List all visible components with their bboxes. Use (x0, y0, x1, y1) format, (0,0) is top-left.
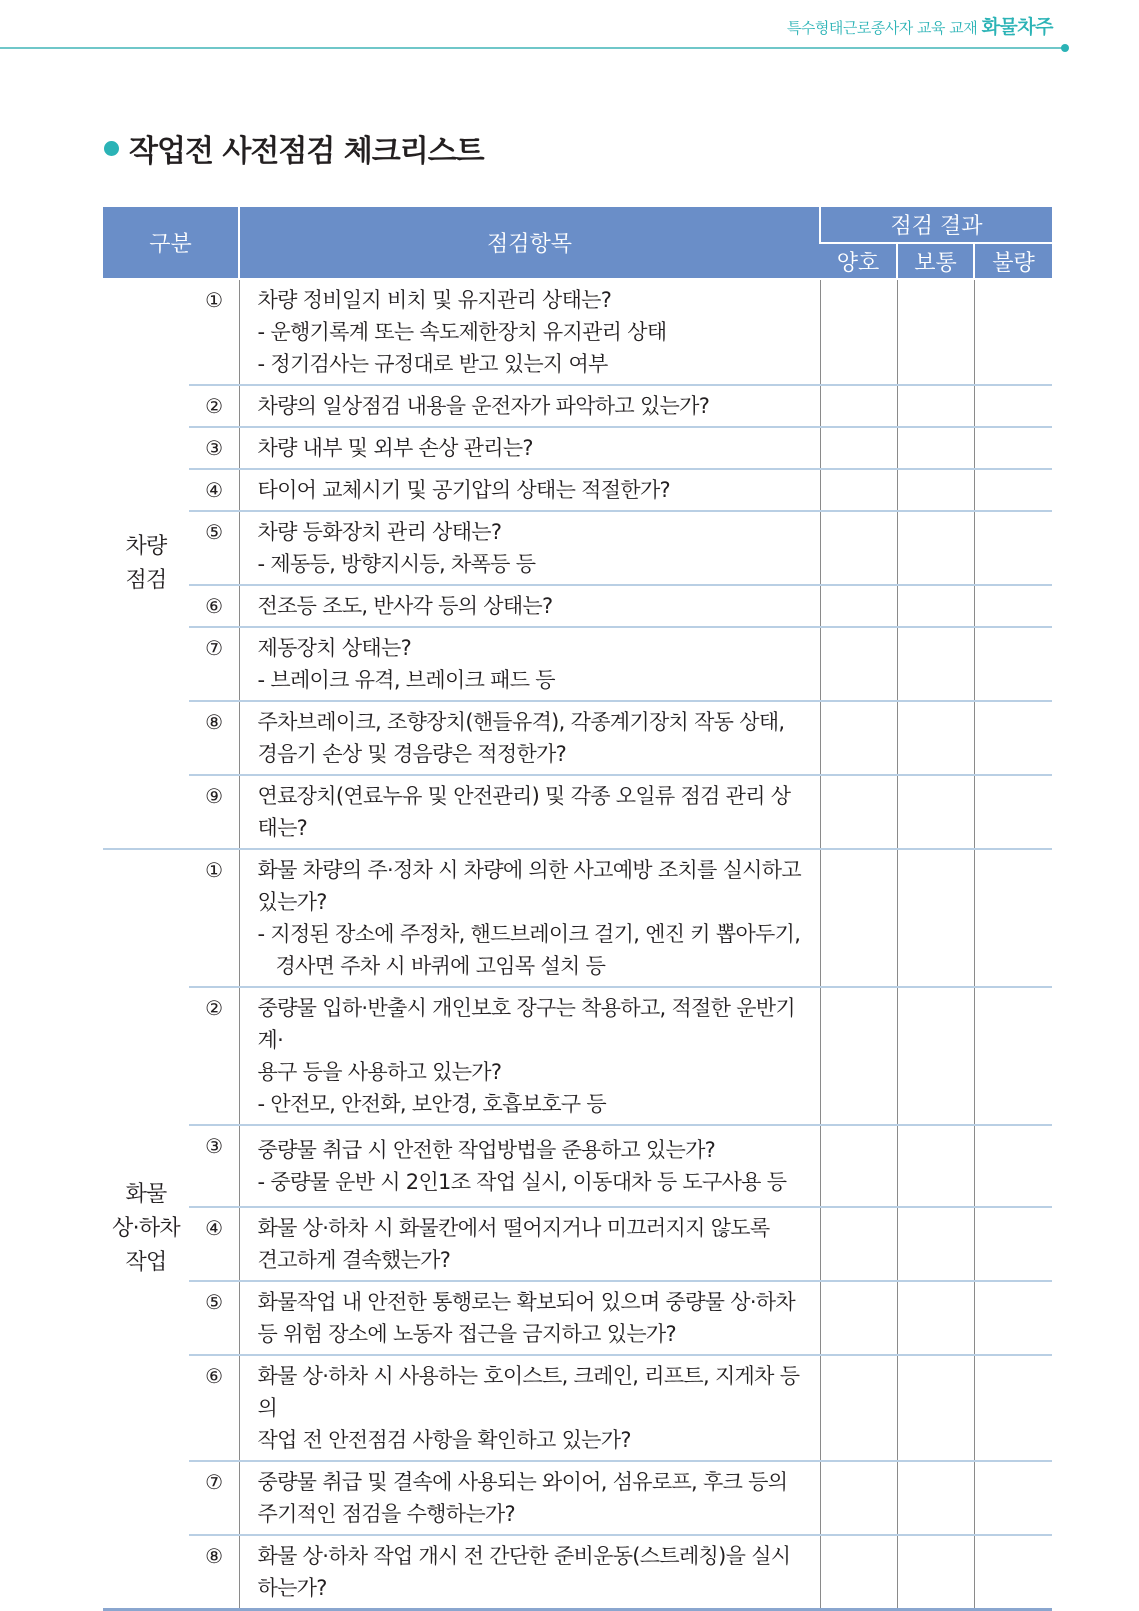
item-text (239, 1461, 820, 1535)
result-normal-cell[interactable] (897, 1355, 974, 1461)
item-text-line: - 운행기록계 또는 속도제한장치 유지관리 상태 (257, 320, 667, 344)
result-normal-cell[interactable] (897, 585, 974, 627)
category-label: 차량 (125, 534, 167, 559)
item-text (239, 849, 820, 987)
table-row (103, 1207, 1052, 1281)
result-good-cell[interactable] (820, 585, 897, 627)
result-bad-cell[interactable] (974, 1207, 1052, 1281)
item-number: ⑥ (189, 1355, 239, 1461)
item-text-line: 화물 차량의 주·정차 시 차량에 의한 사고예방 조치를 실시하고 (257, 858, 801, 882)
item-text-line: 화물작업 내 안전한 통행로는 확보되어 있으며 중량물 상·하차 (257, 1290, 795, 1314)
table-row (103, 385, 1052, 427)
item-text-line: 경음기 손상 및 경음량은 적정한가? (257, 742, 567, 766)
result-good-cell[interactable] (820, 627, 897, 701)
item-text-line: 화물 상·하차 시 사용하는 호이스트, 크레인, 리프트, 지게차 등의 (257, 1364, 800, 1420)
result-bad-cell[interactable] (974, 987, 1052, 1125)
header-item: 점검항목 (239, 207, 820, 279)
result-good-cell[interactable] (820, 987, 897, 1125)
table-row (103, 1535, 1052, 1610)
table-row (103, 627, 1052, 701)
item-text (239, 1281, 820, 1355)
result-good-cell[interactable] (820, 1355, 897, 1461)
item-number: ⑦ (189, 1461, 239, 1535)
header-result-good: 양호 (820, 243, 897, 279)
item-number: ⑦ (189, 627, 239, 701)
item-text (239, 1355, 820, 1461)
item-number: ⑧ (189, 1535, 239, 1610)
item-text (239, 701, 820, 775)
result-normal-cell[interactable] (897, 1207, 974, 1281)
result-bad-cell[interactable] (974, 469, 1052, 511)
result-normal-cell[interactable] (897, 987, 974, 1125)
running-header (787, 12, 1053, 39)
result-normal-cell[interactable] (897, 1125, 974, 1207)
result-good-cell[interactable] (820, 1535, 897, 1610)
item-text-line: 차량의 일상점검 내용을 운전자가 파악하고 있는가? (257, 394, 710, 418)
result-bad-cell[interactable] (974, 701, 1052, 775)
item-text-line: 작업 전 안전점검 사항을 확인하고 있는가? (257, 1428, 631, 1452)
table-row (103, 775, 1052, 849)
item-text (239, 1125, 820, 1207)
result-good-cell[interactable] (820, 1461, 897, 1535)
item-text-line: 용구 등을 사용하고 있는가? (257, 1060, 502, 1084)
result-normal-cell[interactable] (897, 627, 974, 701)
category-label: 상·하차 (112, 1216, 180, 1241)
header-rule-dot (1061, 44, 1069, 52)
item-text-line: 하는가? (257, 1576, 327, 1600)
item-text-line: 견고하게 결속했는가? (257, 1248, 451, 1272)
table-row (103, 1281, 1052, 1355)
result-good-cell[interactable] (820, 469, 897, 511)
table-row (103, 279, 1052, 385)
result-normal-cell[interactable] (897, 279, 974, 385)
header-result: 점검 결과 (820, 207, 1052, 243)
item-text-line: 타이어 교체시기 및 공기압의 상태는 적절한가? (257, 478, 670, 502)
item-text-line: - 제동등, 방향지시등, 차폭등 등 (257, 552, 536, 576)
category-label: 작업 (125, 1250, 167, 1275)
table-row (103, 469, 1052, 511)
category-cell (103, 849, 189, 1610)
item-number: ⑤ (189, 511, 239, 585)
table-row (103, 427, 1052, 469)
result-bad-cell[interactable] (974, 849, 1052, 987)
result-bad-cell[interactable] (974, 279, 1052, 385)
item-text-line: 차량 등화장치 관리 상태는? (257, 520, 502, 544)
bullet-dot-icon (104, 141, 119, 156)
item-text-line: - 브레이크 유격, 브레이크 패드 등 (257, 668, 555, 692)
item-text-line: 경사면 주차 시 바퀴에 고임목 설치 등 (275, 954, 606, 978)
item-text-line: 제동장치 상태는? (257, 636, 412, 660)
result-normal-cell[interactable] (897, 1535, 974, 1610)
result-good-cell[interactable] (820, 849, 897, 987)
header-category: 구분 (103, 207, 239, 279)
item-number: ④ (189, 469, 239, 511)
item-text-line: - 지정된 장소에 주정차, 핸드브레이크 걸기, 엔진 키 뽑아두기, (257, 922, 801, 946)
result-good-cell[interactable] (820, 775, 897, 849)
item-text (239, 385, 820, 427)
table-row (103, 849, 1052, 987)
item-number: ③ (189, 427, 239, 469)
item-number: ③ (189, 1125, 239, 1207)
table-row (103, 511, 1052, 585)
item-text-line: 화물 상·하차 작업 개시 전 간단한 준비운동(스트레칭)을 실시 (257, 1544, 791, 1568)
header-result-normal: 보통 (897, 243, 974, 279)
item-text-line: 중량물 취급 시 안전한 작업방법을 준용하고 있는가? (257, 1138, 716, 1162)
item-number: ① (189, 279, 239, 385)
item-number: ⑨ (189, 775, 239, 849)
table-row (103, 585, 1052, 627)
result-good-cell[interactable] (820, 1281, 897, 1355)
result-normal-cell[interactable] (897, 849, 974, 987)
table-row (103, 701, 1052, 775)
item-number: ⑤ (189, 1281, 239, 1355)
result-normal-cell[interactable] (897, 775, 974, 849)
item-text (239, 1207, 820, 1281)
item-text (239, 279, 820, 385)
item-number: ⑧ (189, 701, 239, 775)
result-bad-cell[interactable] (974, 427, 1052, 469)
item-text-line: 화물 상·하차 시 화물칸에서 떨어지거나 미끄러지지 않도록 (257, 1216, 770, 1240)
section-title (104, 126, 484, 170)
category-label: 화물 (125, 1182, 167, 1207)
running-header-title: 화물차주 (981, 16, 1053, 38)
category-label: 점검 (125, 568, 167, 593)
result-normal-cell[interactable] (897, 427, 974, 469)
result-bad-cell[interactable] (974, 1461, 1052, 1535)
item-text-line: 있는가? (257, 890, 327, 914)
item-text (239, 987, 820, 1125)
result-bad-cell[interactable] (974, 1355, 1052, 1461)
item-text (239, 775, 820, 849)
item-text (239, 627, 820, 701)
table-row (103, 987, 1052, 1125)
result-good-cell[interactable] (820, 701, 897, 775)
result-bad-cell[interactable] (974, 1281, 1052, 1355)
item-text-line: 차량 내부 및 외부 손상 관리는? (257, 436, 533, 460)
result-normal-cell[interactable] (897, 1461, 974, 1535)
item-text-line: 중량물 입하·반출시 개인보호 장구는 착용하고, 적절한 운반기계· (257, 996, 795, 1052)
item-text (239, 1535, 820, 1610)
item-text (239, 469, 820, 511)
item-number: ① (189, 849, 239, 987)
result-normal-cell[interactable] (897, 385, 974, 427)
checklist-table (103, 207, 1052, 1611)
item-text-line: 중량물 취급 및 결속에 사용되는 와이어, 섬유로프, 후크 등의 (257, 1470, 788, 1494)
result-good-cell[interactable] (820, 279, 897, 385)
item-text-line: 연료장치(연료누유 및 안전관리) 및 각종 오일류 점검 관리 상태는? (257, 784, 791, 840)
table-row (103, 1355, 1052, 1461)
item-text (239, 511, 820, 585)
header-result-bad: 불량 (974, 243, 1052, 279)
header-rule (0, 47, 1066, 49)
item-number: ④ (189, 1207, 239, 1281)
result-good-cell[interactable] (820, 1207, 897, 1281)
table-row (103, 1461, 1052, 1535)
running-header-subtitle: 특수형태근로종사자 교육 교재 (786, 19, 978, 37)
result-bad-cell[interactable] (974, 1125, 1052, 1207)
item-text-line: 주차브레이크, 조향장치(핸들유격), 각종계기장치 작동 상태, (257, 710, 785, 734)
item-text (239, 585, 820, 627)
item-text-line: - 정기검사는 규정대로 받고 있는지 여부 (257, 352, 608, 376)
result-normal-cell[interactable] (897, 1281, 974, 1355)
result-bad-cell[interactable] (974, 511, 1052, 585)
category-cell (103, 279, 189, 849)
item-number: ② (189, 987, 239, 1125)
item-text-line: 전조등 조도, 반사각 등의 상태는? (257, 594, 553, 618)
result-normal-cell[interactable] (897, 511, 974, 585)
result-bad-cell[interactable] (974, 627, 1052, 701)
result-bad-cell[interactable] (974, 775, 1052, 849)
item-text-line: - 안전모, 안전화, 보안경, 호흡보호구 등 (257, 1092, 606, 1116)
result-good-cell[interactable] (820, 385, 897, 427)
result-good-cell[interactable] (820, 1125, 897, 1207)
result-normal-cell[interactable] (897, 701, 974, 775)
item-text-line: 주기적인 점검을 수행하는가? (257, 1502, 515, 1526)
result-good-cell[interactable] (820, 427, 897, 469)
result-good-cell[interactable] (820, 511, 897, 585)
result-normal-cell[interactable] (897, 469, 974, 511)
item-text (239, 427, 820, 469)
result-bad-cell[interactable] (974, 1535, 1052, 1610)
item-number: ⑥ (189, 585, 239, 627)
item-text-line: 등 위험 장소에 노동자 접근을 금지하고 있는가? (257, 1322, 676, 1346)
item-text-line: 차량 정비일지 비치 및 유지관리 상태는? (257, 288, 612, 312)
item-number: ② (189, 385, 239, 427)
result-bad-cell[interactable] (974, 385, 1052, 427)
item-text-line: - 중량물 운반 시 2인1조 작업 실시, 이동대차 등 도구사용 등 (257, 1170, 787, 1194)
table-row (103, 1125, 1052, 1207)
result-bad-cell[interactable] (974, 585, 1052, 627)
section-title-text: 작업전 사전점검 체크리스트 (129, 134, 484, 169)
